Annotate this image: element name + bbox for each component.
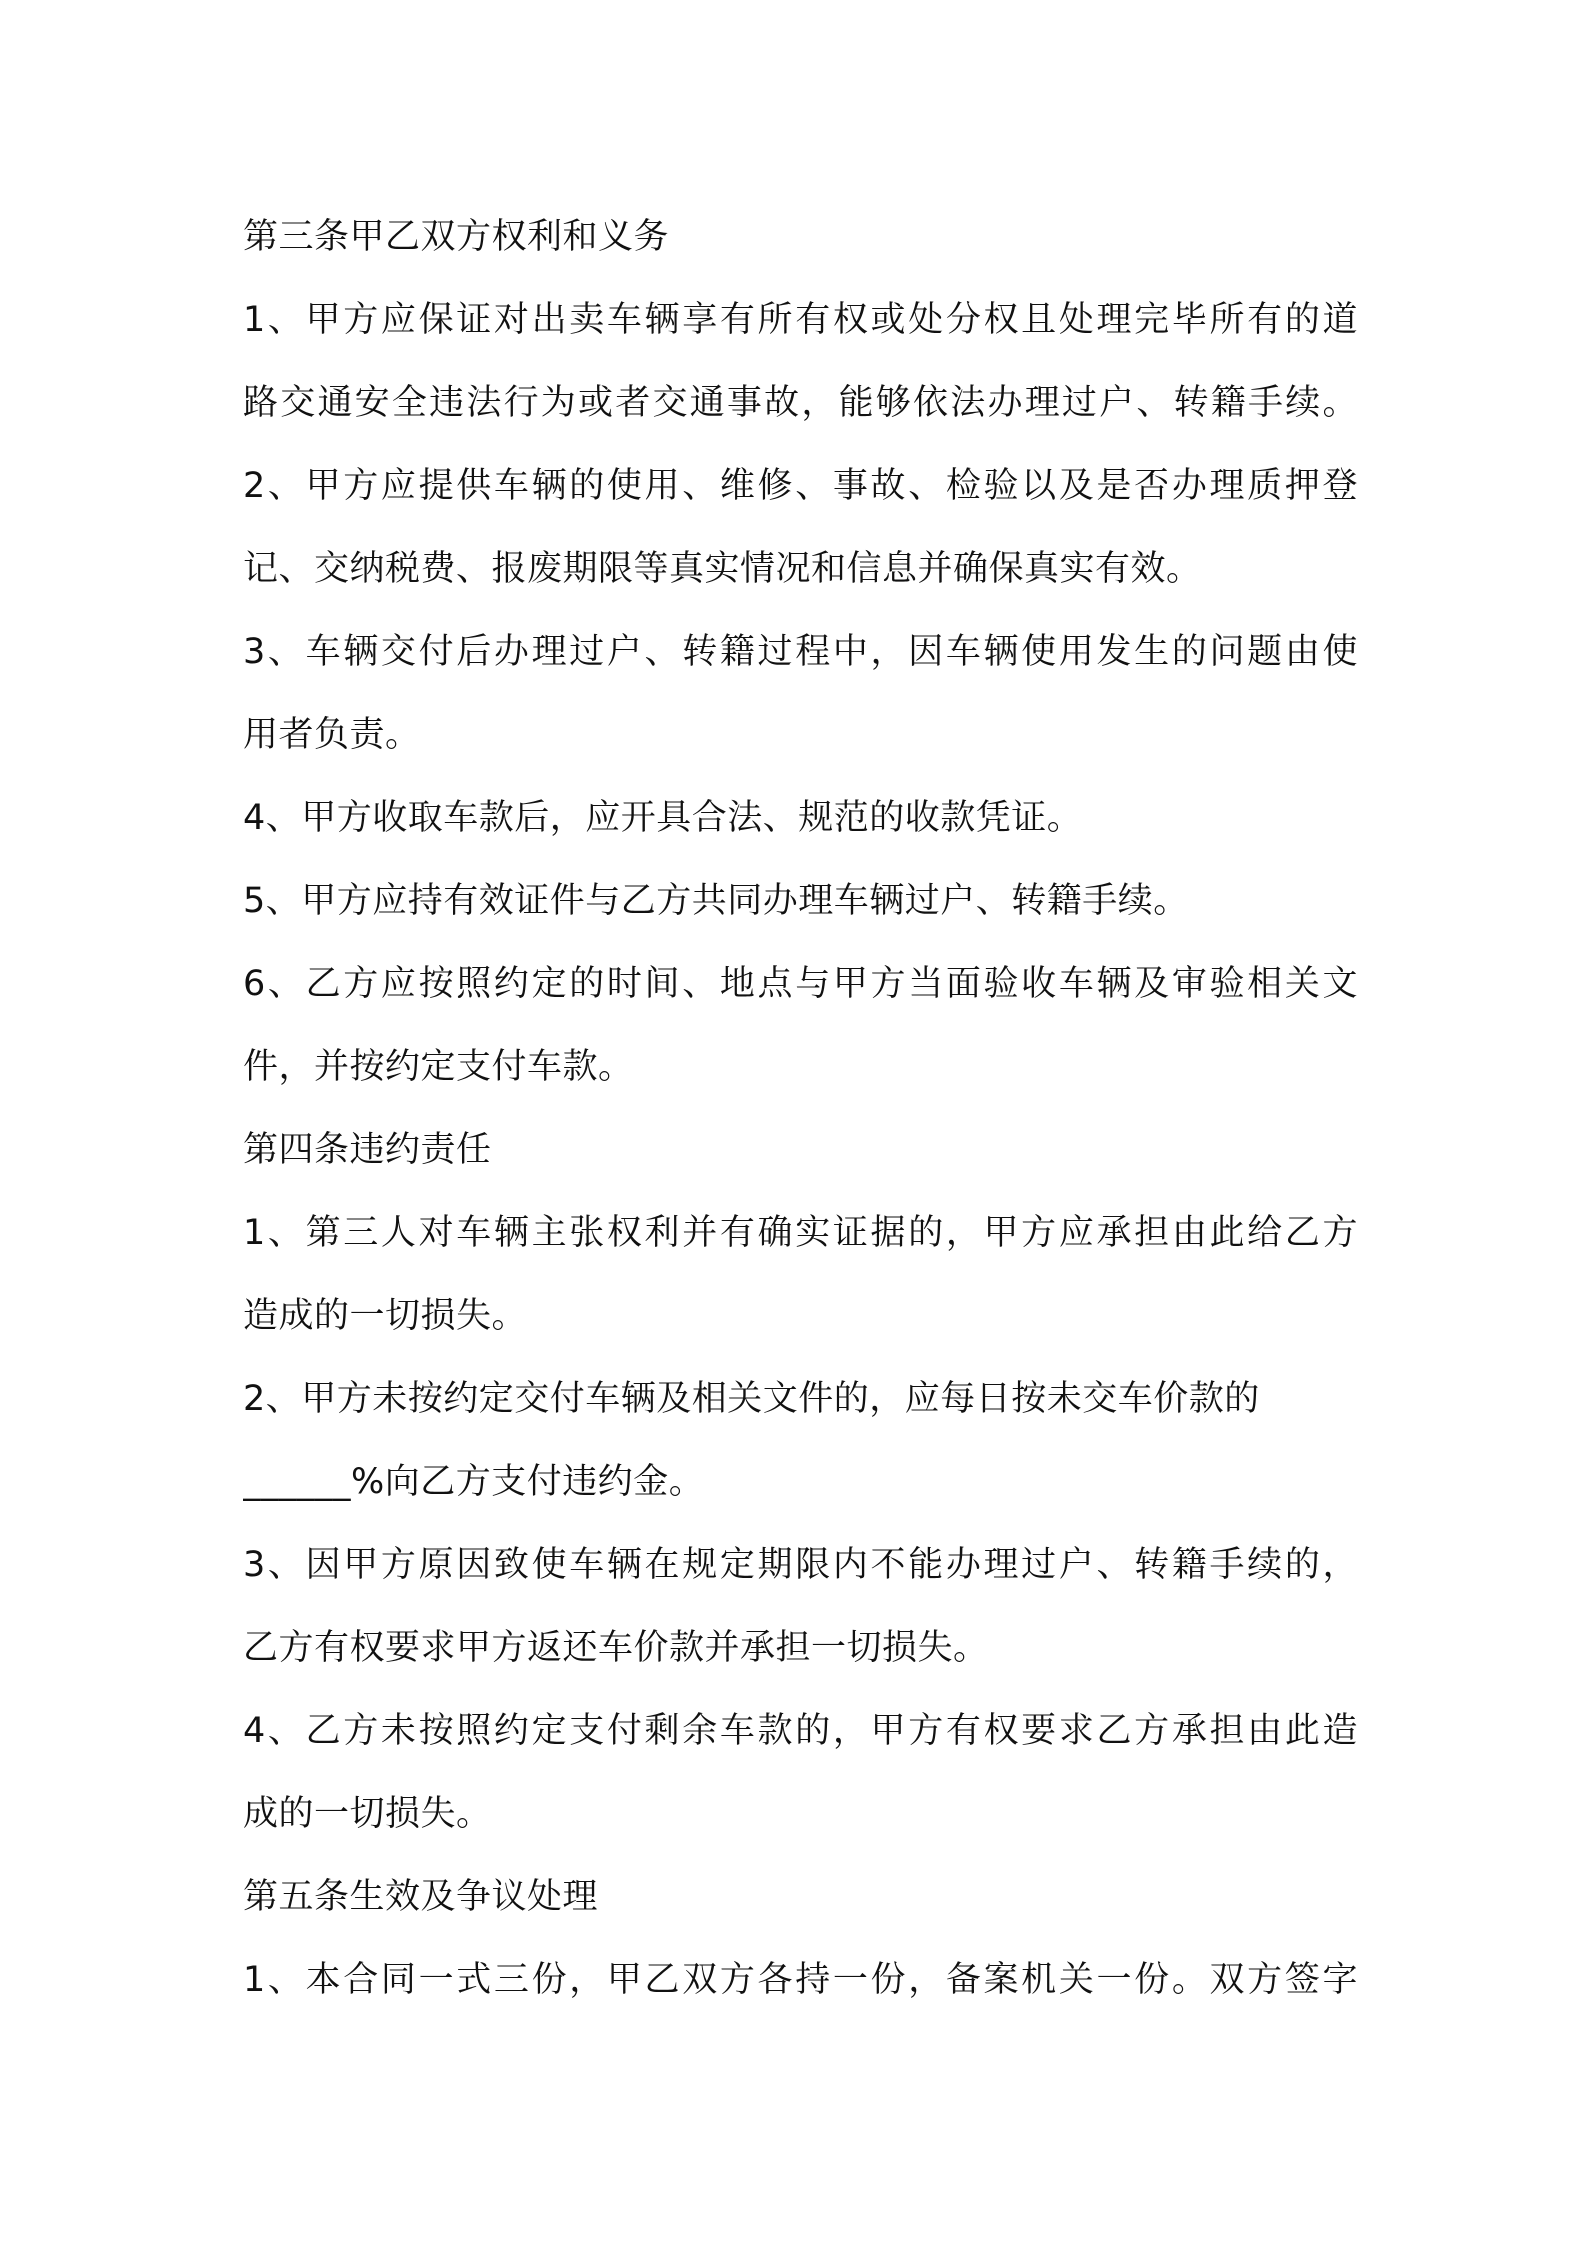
article-3-heading: 第三条甲乙双方权利和义务 <box>243 217 670 257</box>
paragraph-line: 路交通安全违法行为或者交通事故，能够依法办理过户、转籍手续。 <box>243 383 1358 423</box>
paragraph-line: 2、甲方未按约定交付车辆及相关文件的，应每日按未交车价款的 <box>243 1379 1260 1419</box>
paragraph-line: 1、本合同一式三份，甲乙双方各持一份，备案机关一份。双方签字 <box>243 1960 1358 2000</box>
paragraph-line: 记、交纳税费、报废期限等真实情况和信息并确保真实有效。 <box>243 549 1202 589</box>
fill-in-blank-line: ______%向乙方支付违约金。 <box>243 1462 705 1502</box>
paragraph-line: 乙方有权要求甲方返还车价款并承担一切损失。 <box>243 1628 989 1668</box>
paragraph-line: 5、甲方应持有效证件与乙方共同办理车辆过户、转籍手续。 <box>243 881 1189 921</box>
paragraph-line: 3、车辆交付后办理过户、转籍过程中，因车辆使用发生的问题由使 <box>243 632 1358 672</box>
article-5-heading: 第五条生效及争议处理 <box>243 1877 599 1917</box>
paragraph-line: 成的一切损失。 <box>243 1794 492 1834</box>
paragraph-line: 1、甲方应保证对出卖车辆享有所有权或处分权且处理完毕所有的道 <box>243 300 1358 340</box>
document-body <box>243 196 1358 2022</box>
paragraph-line: 1、第三人对车辆主张权利并有确实证据的，甲方应承担由此给乙方 <box>243 1213 1358 1253</box>
paragraph-line: 3、因甲方原因致使车辆在规定期限内不能办理过户、转籍手续的， <box>243 1545 1358 1585</box>
article-4-heading: 第四条违约责任 <box>243 1130 492 1170</box>
paragraph-line: 6、乙方应按照约定的时间、地点与甲方当面验收车辆及审验相关文 <box>243 964 1358 1004</box>
paragraph-line: 4、乙方未按照约定支付剩余车款的，甲方有权要求乙方承担由此造 <box>243 1711 1358 1751</box>
paragraph-line: 件，并按约定支付车款。 <box>243 1047 634 1087</box>
paragraph-line: 4、甲方收取车款后，应开具合法、规范的收款凭证。 <box>243 798 1083 838</box>
paragraph-line: 用者负责。 <box>243 715 421 755</box>
paragraph-line: 造成的一切损失。 <box>243 1296 528 1336</box>
paragraph-line: 2、甲方应提供车辆的使用、维修、事故、检验以及是否办理质押登 <box>243 466 1358 506</box>
